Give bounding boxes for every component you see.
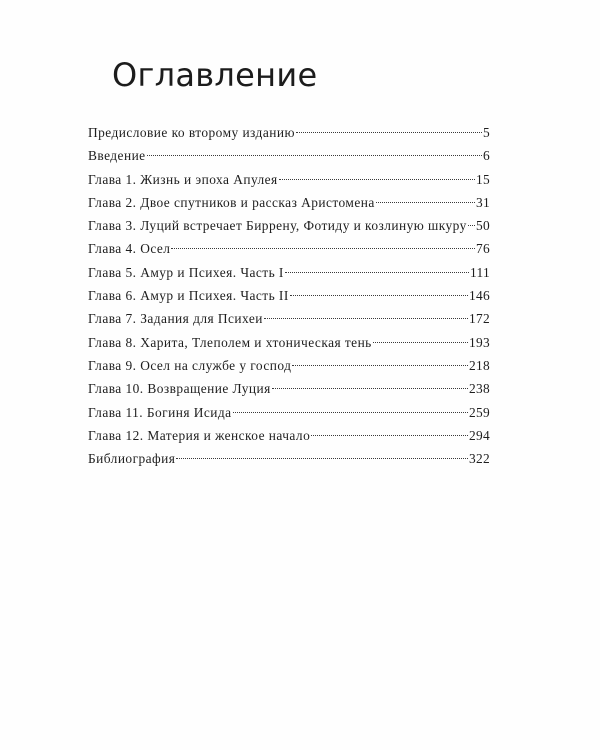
toc-entry [88,191,490,214]
toc-leader-dots [147,155,482,156]
toc-entry-page: 5 [483,125,490,140]
toc-leader-dots [171,248,475,249]
toc-entry [88,447,490,470]
toc-entry-label: Глава 10. Возвращение Луция [88,381,271,397]
toc-entry-page: 322 [469,451,490,467]
toc-entry [88,168,490,191]
toc-entry-page: 172 [469,311,490,327]
toc-entry [88,261,490,284]
table-of-contents [88,121,490,470]
toc-entry-label: Глава 6. Амур и Психея. Часть II [88,288,289,304]
toc-entry-page: 50 [476,218,490,234]
toc-entry-label: Глава 3. Луций встречает Биррену, Фотиду и козлиную шкуру [88,218,467,234]
toc-leader-dots [468,225,475,226]
toc-entry-label: Глава 2. Двое спутников и рассказ Аристомена [88,194,375,210]
toc-entry-label: Глава 5. Амур и Психея. Часть I [88,264,284,280]
toc-entry-page: 146 [469,288,490,304]
toc-entry-page: 294 [469,427,490,443]
toc-entry [88,144,490,167]
page-title: Оглавление [112,56,318,94]
toc-entry-label: Глава 9. Осел на службе у господ [88,357,292,373]
toc-leader-dots [290,295,468,296]
toc-entry-label: Глава 11. Богиня Исида [88,404,232,420]
toc-entry [88,284,490,307]
toc-entry [88,424,490,447]
toc-entry-page: 238 [469,381,490,397]
toc-leader-dots [285,272,469,273]
toc-entry [88,377,490,400]
toc-entry-label: Глава 1. Жизнь и эпоха Апулея [88,171,278,187]
toc-entry-page: 259 [469,404,490,420]
toc-entry [88,237,490,260]
toc-leader-dots [233,412,468,413]
toc-leader-dots [296,132,482,133]
toc-entry [88,331,490,354]
toc-entry-label: Глава 4. Осел [88,241,171,257]
toc-leader-dots [373,342,468,343]
toc-leader-dots [264,318,468,319]
toc-entry-label: Глава 7. Задания для Психеи [88,311,263,327]
toc-entry-page: 31 [476,194,490,210]
toc-entry [88,354,490,377]
toc-entry [88,307,490,330]
toc-leader-dots [311,435,468,436]
toc-entry-page: 15 [476,171,490,187]
toc-entry-page: 193 [469,334,490,350]
toc-leader-dots [279,179,475,180]
toc-entry [88,401,490,424]
toc-leader-dots [292,365,468,366]
toc-entry-page: 218 [469,357,490,373]
toc-leader-dots [272,388,468,389]
toc-entry-page: 76 [476,241,490,257]
toc-entry-label: Глава 12. Материя и женское начало [88,427,311,443]
toc-entry-page: 6 [483,148,490,164]
toc-leader-dots [176,458,468,459]
toc-entry-label: Глава 8. Харита, Тлеполем и хтоническая тень [88,334,372,350]
toc-entry-label: Предисловие ко второму изданию [88,125,295,140]
toc-entry [88,121,490,144]
toc-entry-label: Введение [88,148,146,164]
toc-leader-dots [376,202,475,203]
toc-entry [88,214,490,237]
toc-entry-page: 111 [470,264,490,280]
toc-entry-label: Библиография [88,451,176,467]
